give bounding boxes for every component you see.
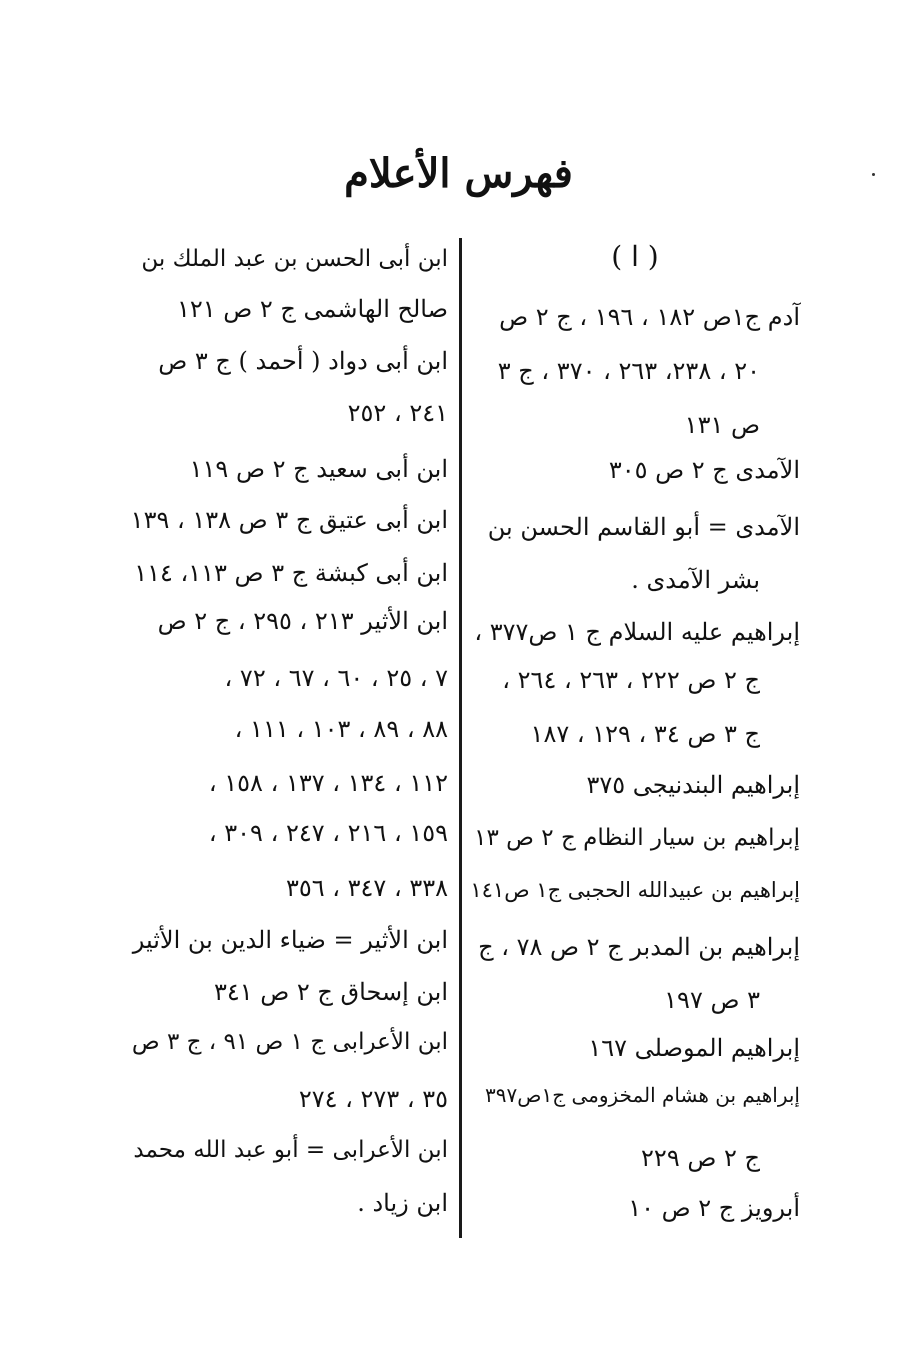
index-entry: إبراهيم بن هشام المخزومى ج١ص٣٩٧	[485, 1083, 800, 1107]
index-entry: ابن الأثير = ضياء الدين بن الأثير	[132, 926, 448, 954]
index-entry: ابن الأثير ٢١٣ ، ٢٩٥ ، ج ٢ ص	[157, 607, 448, 635]
index-entry-continuation: بشر الآمدى .	[631, 566, 760, 594]
section-heading: ( ا )	[611, 240, 659, 273]
index-entry: إبراهيم بن عبيدالله الحجبى ج١ ص١٤١	[470, 878, 800, 902]
index-entry: ابن أبى دواد ( أحمد ) ج ٣ ص	[158, 347, 448, 375]
index-entry-continuation: صالح الهاشمى ج ٢ ص ١٢١	[176, 295, 448, 323]
index-entry-continuation: ص ١٣١	[684, 411, 760, 439]
index-entry-continuation: ج ٢ ص ٢٢٢ ، ٢٦٣ ، ٢٦٤ ،	[502, 666, 760, 694]
index-entry: ابن أبى كبشة ج ٣ ص ١١٣، ١١٤	[134, 559, 448, 587]
index-entry-continuation: ١١٢ ، ١٣٤ ، ١٣٧ ، ١٥٨ ،	[208, 769, 448, 797]
index-entry: إبراهيم بن المدبر ج ٢ ص ٧٨ ، ج	[478, 933, 800, 961]
print-speck	[872, 173, 875, 176]
index-entry-continuation: ٣ ص ١٩٧	[664, 986, 760, 1014]
index-entry-continuation: ٧ ، ٢٥ ، ٦٠ ، ٦٧ ، ٧٢ ،	[224, 664, 448, 692]
index-entry-continuation: ج ٢ ص ٢٢٩	[641, 1144, 760, 1172]
index-entry: إبراهيم الموصلى ١٦٧	[588, 1034, 800, 1062]
index-entry: إبراهيم بن سيار النظام ج ٢ ص ١٣	[474, 825, 800, 851]
index-entry: ابن أبى سعيد ج ٢ ص ١١٩	[189, 455, 448, 483]
index-entry: إبراهيم البندنيجى ٣٧٥	[586, 771, 800, 799]
index-entry: الآمدى = أبو القاسم الحسن بن	[487, 513, 800, 541]
index-entry-continuation: ٢٠ ، ٢٣٨، ٢٦٣ ، ٣٧٠ ، ج ٣	[497, 357, 760, 385]
index-entry: ابن إسحاق ج ٢ ص ٣٤١	[213, 978, 448, 1006]
index-entry: ابن أبى الحسن بن عبد الملك بن	[141, 246, 448, 272]
column-divider	[459, 238, 462, 1238]
index-entry: الآمدى ج ٢ ص ٣٠٥	[608, 456, 800, 484]
index-entry-continuation: ابن زياد .	[357, 1189, 448, 1217]
index-entry: أبرويز ج ٢ ص ١٠	[628, 1194, 800, 1222]
index-entry-continuation: ٣٣٨ ، ٣٤٧ ، ٣٥٦	[285, 874, 448, 902]
index-entry-continuation: ٢٤١ ، ٢٥٢	[347, 399, 448, 427]
page-title: فهرس الأعلام	[344, 150, 573, 197]
index-entry: آدم ج١ص ١٨٢ ، ١٩٦ ، ج ٢ ص	[499, 303, 800, 331]
index-entry: ابن الأعرابى ج ١ ص ٩١ ، ج ٣ ص	[131, 1029, 448, 1055]
index-entry: ابن أبى عتيق ج ٣ ص ١٣٨ ، ١٣٩	[130, 506, 448, 534]
index-entry: ابن الأعرابى = أبو عبد الله محمد	[133, 1137, 448, 1163]
index-entry-continuation: ١٥٩ ، ٢١٦ ، ٢٤٧ ، ٣٠٩ ،	[208, 819, 448, 847]
index-entry-continuation: ج ٣ ص ٣٤ ، ١٢٩ ، ١٨٧	[530, 720, 760, 748]
index-entry-continuation: ٣٥ ، ٢٧٣ ، ٢٧٤	[298, 1085, 448, 1113]
index-entry: إبراهيم عليه السلام ج ١ ص٣٧٧ ،	[474, 618, 800, 646]
index-entry-continuation: ٨٨ ، ٨٩ ، ١٠٣ ، ١١١ ،	[234, 715, 448, 743]
